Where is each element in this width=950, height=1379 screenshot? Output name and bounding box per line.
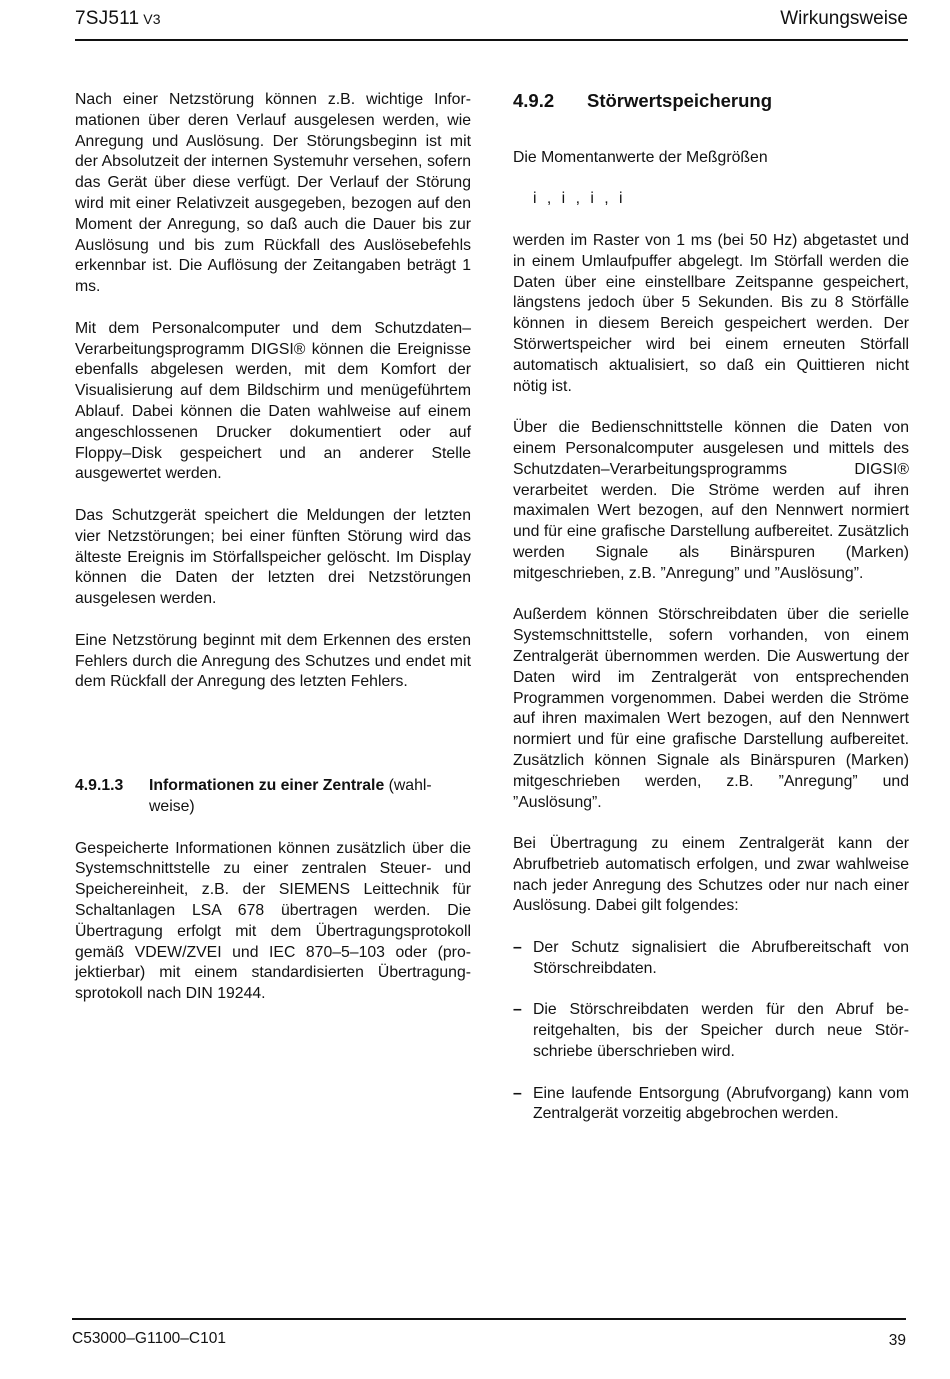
product-name: 7SJ511 <box>75 8 140 29</box>
paragraph: Nach einer Netzstörung können z.B. wichtige Informationen über deren Verlauf ausgelesen werden, wie Anregung und Auslösung. Der Störungsbeginn ist mit der Absolutzeit der internen Systemuhr versehen, sofern das Gerät über diese verfügt. Der Verlauf der Störung wird mit einer Relativzeit ausgegeben, bezogen auf den Moment der Anregung, so daß auch die Dauer bis zur Auslösung und bis zum Rückfall des Auslösebefehls erkennbar ist. Die Auflösung der Zeitangaben beträgt 1 ms. <box>75 91 471 296</box>
list-item: – Die Störschreibdaten werden für den Abruf bereitgehalten, bis der Speicher durch neue Störschriebe überschrieben wird. <box>513 1000 909 1062</box>
paragraph: Eine Netzstörung beginnt mit dem Erkennen des ersten Fehlers durch die Anregung des Schutzes und endet mit dem Rückfall der Anregung des letzten Fehlers. <box>75 631 471 691</box>
list-dash: – <box>513 1001 522 1019</box>
page-number: 39 <box>888 1332 906 1349</box>
section-title: Störwertspeicherung <box>587 90 773 111</box>
list-item: – Eine laufende Entsorgung (Abrufvorgang) kann vom Zentralgerät vorzeitig abgebrochen werden. <box>513 1084 909 1126</box>
left-column <box>75 90 471 1005</box>
header-section-title: Wirkungsweise <box>780 8 908 29</box>
paragraph: Bei Übertragung zu einem Zentralgerät kann der Abrufbetrieb automatisch erfolgen, und zwar wahlweise nach jeder Anregung des Schutzes oder nur nach einer Auslösung. Dabei gilt folgendes: <box>513 835 909 915</box>
paragraph: Über die Bedienschnittstelle können die Daten von einem Personalcomputer ausgelesen und mittels des Schutzdaten–Verarbeitungsprogramms DIGSI® verarbeitet werden. Die Ströme werden auf ihren maximalen Wert bezogen, auf den Nennwert normiert und für eine grafische Darstellung aufbereitet. Zusätzlich werden Signale als Binärspuren (Marken) mitgeschrieben, z.B. ”Anregung” und ”Auslösung”. <box>513 419 909 582</box>
list-dash: – <box>513 1084 522 1102</box>
section-number: 4.9.2 <box>513 90 555 111</box>
header-product <box>75 8 161 30</box>
paragraph: Das Schutzgerät speichert die Meldungen der letzten vier Netzstörungen; bei einer fünften Störung wird das älteste Ereignis im Störfallspeicher gelöscht. Im Display können die Daten der letzten drei Netzstörungen ausgelesen werden. <box>75 506 471 608</box>
paragraph: Die Momentanwerte der Meßgrößen <box>513 148 768 166</box>
header-rule <box>75 39 908 41</box>
paragraph: Außerdem können Störschreibdaten über die serielle Systemschnittstelle, sofern vorhanden, von einem Zentralgerät übernommen werden. Die Auswertung der Daten wird im Zentralgerät von entsprechenden Programmen vorgenommen. Dabei werden die Ströme auf ihren maximalen Wert bezogen, auf den Nennwert normiert und für eine grafische Darstellung aufbereitet. Zusätzlich können Signale als Binärspuren (Marken) mitgeschrieben werden, z.B. ”Anregung” und ”Auslösung”. <box>513 606 909 811</box>
document-number: C53000–G1100–C101 <box>72 1330 226 1347</box>
formula-measured-values: i , i , i , i <box>533 190 623 208</box>
section-heading <box>513 90 909 112</box>
paragraph: Gespeicherte Informationen können zusätzlich über die Systemschnittstelle zu einer zentralen Steuer- und Speichereinheit, z.B. der SIEMENS Leittechnik für Schaltanlagen LSA 678 übertragen werden. Die Übertragung erfolgt mit dem Übertragungsprotokoll gemäß VDEW/ZVEI und IEC 870–5–103 oder (projektierbar) mit einem standardisierten Übertragungsprotokoll nach DIN 19244. <box>75 839 471 1003</box>
product-version: V3 <box>143 11 161 27</box>
list-item: – Der Schutz signalisiert die Abrufbereitschaft von Störschreibdaten. <box>513 938 909 980</box>
right-column <box>513 90 909 1125</box>
paragraph: werden im Raster von 1 ms (bei 50 Hz) abgetastet und in einem Umlaufpuffer abgelegt. Im Störfall werden die Daten über eine einstellbare Zeitspanne gespeichert, längstens jedoch über 5 Sekunden. Bis zu 8 Störfälle können in diesem Bereich gespeichert werden. Der Störwertspeicher wird bei einem erneuten Störfall automatisch aktualisiert, so daß ein Quittieren nicht nötig ist. <box>513 231 909 395</box>
subsection-number: 4.9.1.3 <box>75 777 124 795</box>
paragraph: Mit dem Personalcomputer und dem Schutzdaten– Verarbeitungsprogramm DIGSI® können die Ereignisse ebenfalls abgelesen werden, mit dem Komfort der Visualisierung auf dem Bildschirm und menügeführtem Ablauf. Dabei können die Daten wahlweise auf einem angeschlossenen Drucker dokumentiert oder auf Floppy–Disk gespeichert und an anderer Stelle ausgewertet werden. <box>75 319 471 483</box>
subsection-title: Informationen zu einer Zentrale (wahlweise) <box>149 777 432 816</box>
subsection-heading <box>75 776 471 818</box>
footer-rule <box>72 1318 906 1320</box>
list-dash: – <box>513 939 522 957</box>
